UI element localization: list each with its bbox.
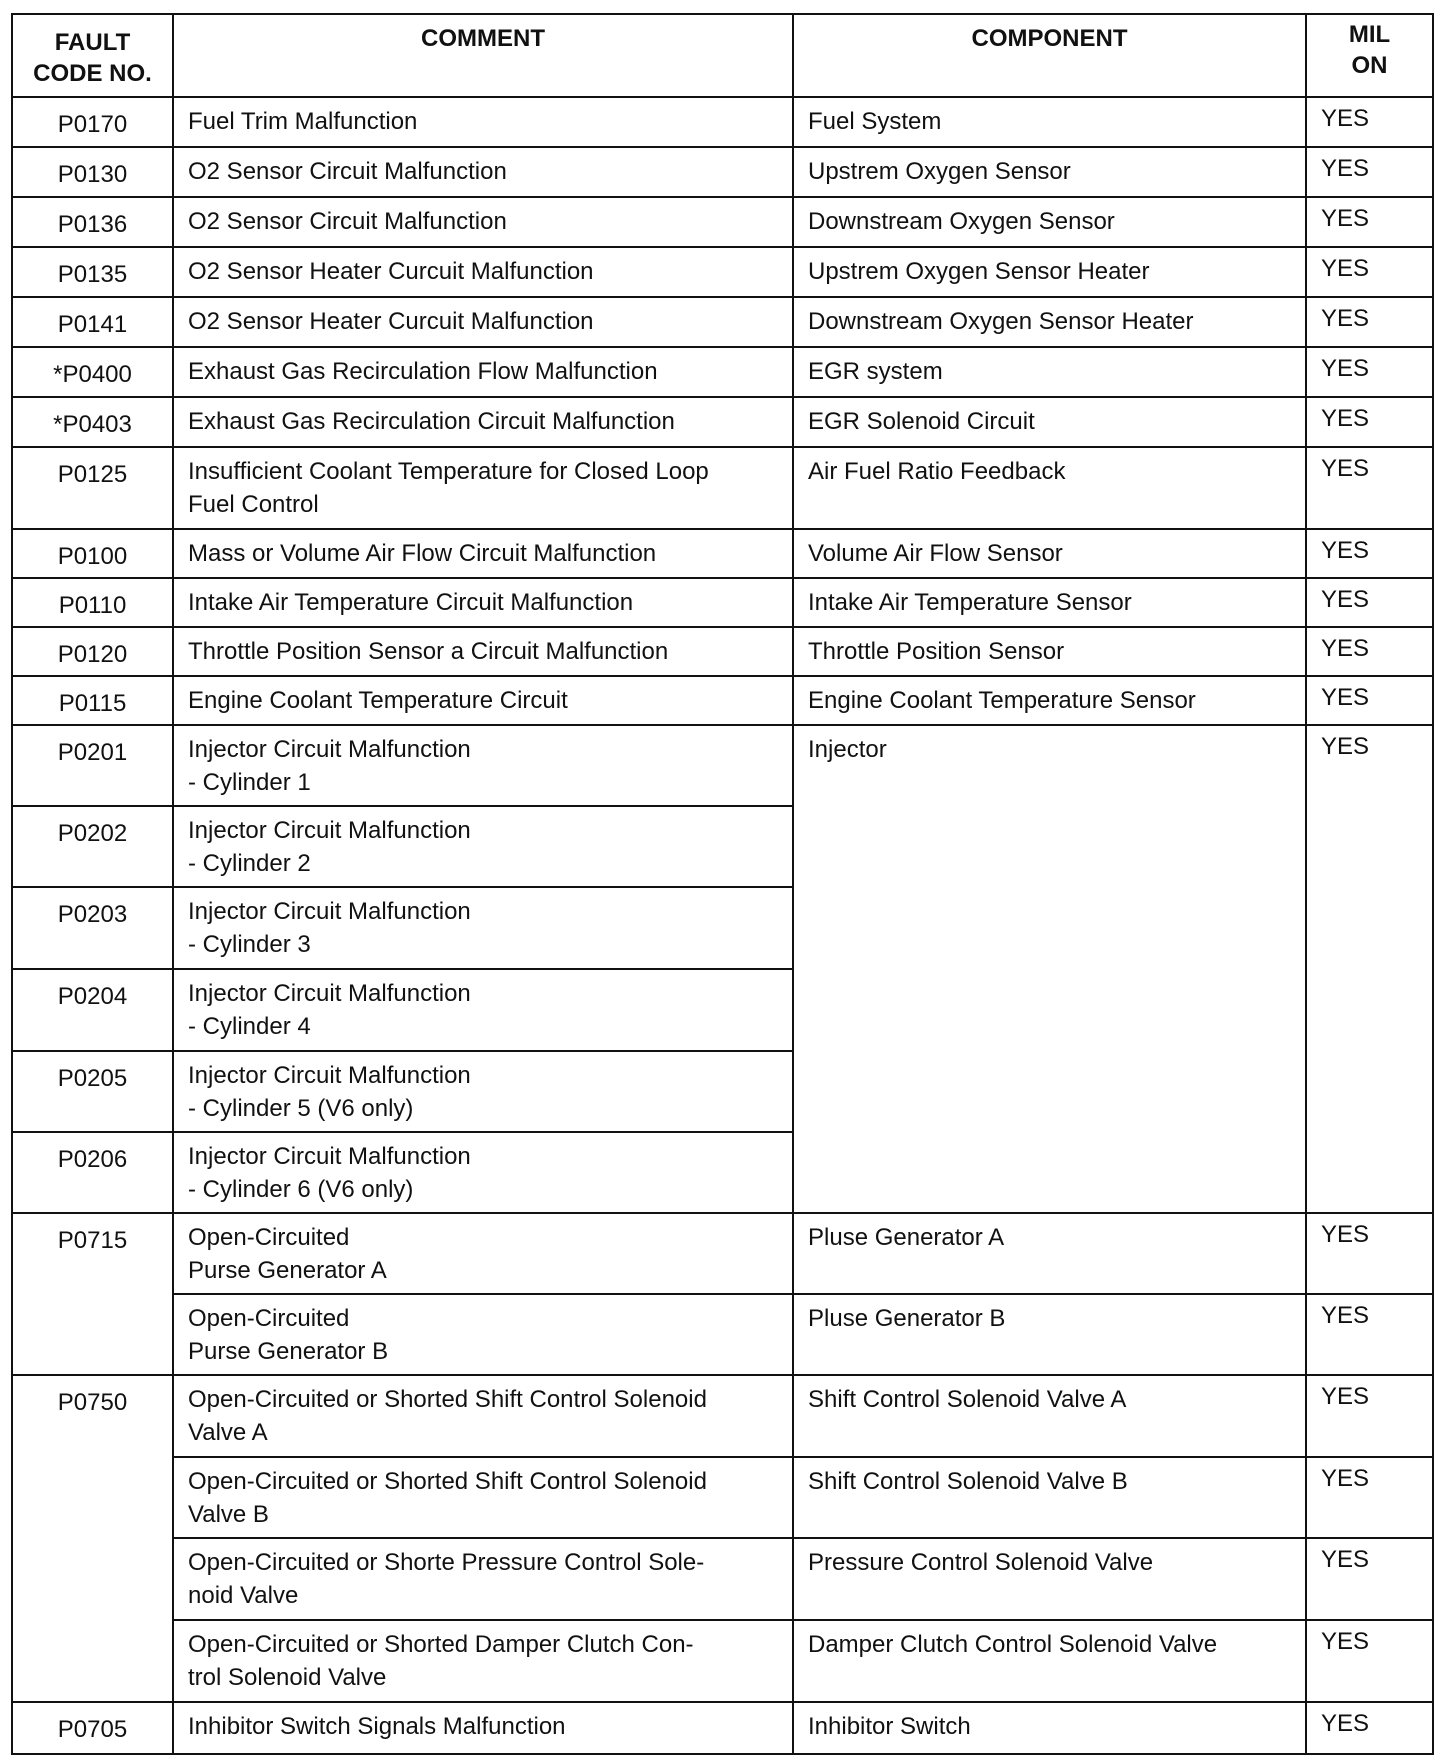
mil-on-cell: YES (1306, 297, 1433, 347)
mil-on-cell: YES (1306, 1538, 1433, 1620)
code-cell: P0201 (12, 725, 173, 806)
table-row (12, 1538, 1433, 1620)
component-cell: Damper Clutch Control Solenoid Valve (793, 1620, 1306, 1702)
table-row (12, 247, 1433, 297)
table-row (12, 97, 1433, 147)
component-cell: Pressure Control Solenoid Valve (793, 1538, 1306, 1620)
table-row (12, 725, 1433, 806)
mil-on-cell: YES (1306, 1702, 1433, 1754)
mil-on-cell: YES (1306, 397, 1433, 447)
comment-cell: Inhibitor Switch Signals Malfunction (173, 1702, 793, 1754)
table-row (12, 676, 1433, 725)
header-comment: COMMENT (173, 14, 793, 97)
comment-cell: Open-Circuited Purse Generator A (173, 1213, 793, 1294)
table-row (12, 297, 1433, 347)
code-cell: P0705 (12, 1702, 173, 1754)
code-cell: *P0403 (12, 397, 173, 447)
component-cell: EGR system (793, 347, 1306, 397)
comment-cell: Throttle Position Sensor a Circuit Malfunction (173, 627, 793, 676)
code-cell: P0136 (12, 197, 173, 247)
code-cell: P0204 (12, 969, 173, 1051)
component-cell: Shift Control Solenoid Valve B (793, 1457, 1306, 1538)
mil-on-cell: YES (1306, 247, 1433, 297)
code-cell: *P0400 (12, 347, 173, 397)
code-cell: P0115 (12, 676, 173, 725)
comment-cell: Exhaust Gas Recirculation Flow Malfunction (173, 347, 793, 397)
header-component: COMPONENT (793, 14, 1306, 97)
code-cell: P0135 (12, 247, 173, 297)
comment-cell: Fuel Trim Malfunction (173, 97, 793, 147)
header-row (12, 14, 1433, 97)
component-cell: Fuel System (793, 97, 1306, 147)
code-cell: P0750 (12, 1375, 173, 1702)
comment-cell: Injector Circuit Malfunction - Cylinder 4 (173, 969, 793, 1051)
comment-cell: Injector Circuit Malfunction - Cylinder 1 (173, 725, 793, 806)
comment-cell: Mass or Volume Air Flow Circuit Malfunction (173, 529, 793, 578)
component-cell: EGR Solenoid Circuit (793, 397, 1306, 447)
mil-on-cell: YES (1306, 676, 1433, 725)
comment-cell: Injector Circuit Malfunction - Cylinder 6 (V6 only) (173, 1132, 793, 1213)
table-row (12, 1702, 1433, 1754)
table-row (12, 1375, 1433, 1457)
code-cell: P0141 (12, 297, 173, 347)
table-row (12, 1620, 1433, 1702)
code-cell: P0125 (12, 447, 173, 529)
component-cell: Intake Air Temperature Sensor (793, 578, 1306, 627)
code-cell: P0202 (12, 806, 173, 887)
component-cell: Inhibitor Switch (793, 1702, 1306, 1754)
code-cell: P0100 (12, 529, 173, 578)
comment-cell: Open-Circuited Purse Generator B (173, 1294, 793, 1375)
table-row (12, 147, 1433, 197)
component-cell: Downstream Oxygen Sensor (793, 197, 1306, 247)
code-cell: P0715 (12, 1213, 173, 1375)
code-cell: P0120 (12, 627, 173, 676)
comment-cell: O2 Sensor Circuit Malfunction (173, 197, 793, 247)
component-cell: Pluse Generator A (793, 1213, 1306, 1294)
mil-on-cell: YES (1306, 147, 1433, 197)
mil-on-cell: YES (1306, 447, 1433, 529)
comment-cell: Injector Circuit Malfunction - Cylinder 5 (V6 only) (173, 1051, 793, 1132)
table-row (12, 397, 1433, 447)
table-row (12, 578, 1433, 627)
comment-cell: O2 Sensor Circuit Malfunction (173, 147, 793, 197)
comment-cell: Open-Circuited or Shorted Shift Control Solenoid Valve B (173, 1457, 793, 1538)
mil-on-cell: YES (1306, 1294, 1433, 1375)
comment-cell: Exhaust Gas Recirculation Circuit Malfunction (173, 397, 793, 447)
table-row (12, 529, 1433, 578)
code-cell: P0130 (12, 147, 173, 197)
table-row (12, 1457, 1433, 1538)
component-cell: Upstrem Oxygen Sensor Heater (793, 247, 1306, 297)
table-row (12, 627, 1433, 676)
component-cell: Injector (793, 725, 1306, 1213)
table-row (12, 1213, 1433, 1294)
comment-cell: O2 Sensor Heater Curcuit Malfunction (173, 297, 793, 347)
component-cell: Pluse Generator B (793, 1294, 1306, 1375)
mil-on-cell: YES (1306, 725, 1433, 1213)
comment-cell: O2 Sensor Heater Curcuit Malfunction (173, 247, 793, 297)
comment-cell: Intake Air Temperature Circuit Malfunction (173, 578, 793, 627)
mil-on-cell: YES (1306, 1620, 1433, 1702)
component-cell: Throttle Position Sensor (793, 627, 1306, 676)
code-cell: P0170 (12, 97, 173, 147)
mil-on-cell: YES (1306, 347, 1433, 397)
code-cell: P0205 (12, 1051, 173, 1132)
table-row (12, 347, 1433, 397)
comment-cell: Open-Circuited or Shorted Damper Clutch Con- trol Solenoid Valve (173, 1620, 793, 1702)
mil-on-cell: YES (1306, 627, 1433, 676)
component-cell: Shift Control Solenoid Valve A (793, 1375, 1306, 1457)
component-cell: Upstrem Oxygen Sensor (793, 147, 1306, 197)
mil-on-cell: YES (1306, 1457, 1433, 1538)
component-cell: Downstream Oxygen Sensor Heater (793, 297, 1306, 347)
table-row (12, 447, 1433, 529)
component-cell: Volume Air Flow Sensor (793, 529, 1306, 578)
code-cell: P0206 (12, 1132, 173, 1213)
table-row (12, 197, 1433, 247)
component-cell: Engine Coolant Temperature Sensor (793, 676, 1306, 725)
comment-cell: Injector Circuit Malfunction - Cylinder 2 (173, 806, 793, 887)
mil-on-cell: YES (1306, 1213, 1433, 1294)
header-mil-on: MIL ON (1306, 14, 1433, 97)
fault-code-table (11, 13, 1434, 1755)
code-cell: P0110 (12, 578, 173, 627)
comment-cell: Open-Circuited or Shorte Pressure Control Sole- noid Valve (173, 1538, 793, 1620)
comment-cell: Open-Circuited or Shorted Shift Control Solenoid Valve A (173, 1375, 793, 1457)
code-cell: P0203 (12, 887, 173, 969)
mil-on-cell: YES (1306, 197, 1433, 247)
mil-on-cell: YES (1306, 578, 1433, 627)
table-row (12, 1294, 1433, 1375)
mil-on-cell: YES (1306, 1375, 1433, 1457)
mil-on-cell: YES (1306, 97, 1433, 147)
header-fault-code: FAULT CODE NO. (12, 14, 173, 97)
mil-on-cell: YES (1306, 529, 1433, 578)
component-cell: Air Fuel Ratio Feedback (793, 447, 1306, 529)
comment-cell: Injector Circuit Malfunction - Cylinder 3 (173, 887, 793, 969)
comment-cell: Engine Coolant Temperature Circuit (173, 676, 793, 725)
comment-cell: Insufficient Coolant Temperature for Closed Loop Fuel Control (173, 447, 793, 529)
